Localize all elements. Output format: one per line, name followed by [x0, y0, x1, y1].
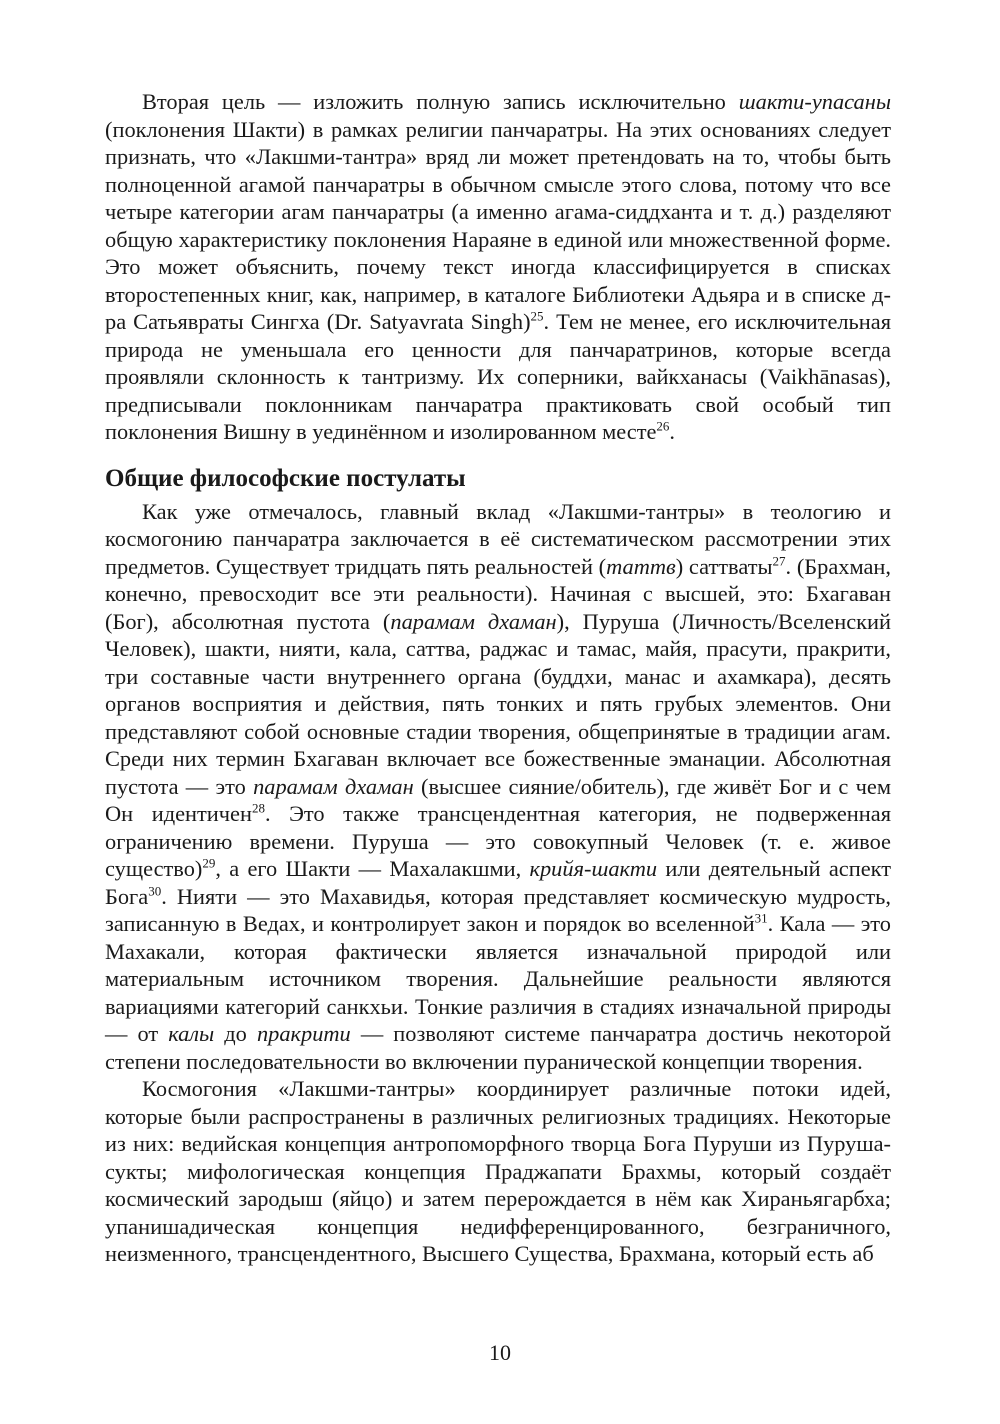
text-run: . — [669, 419, 676, 444]
text-run: — позволяют системе панчаратра достичь некоторой степени последовательности во включении пуранической концепции творения. — [105, 1021, 891, 1074]
paragraph-postulates — [105, 498, 891, 1076]
section-heading: Общие философские постулаты — [105, 464, 466, 492]
text-run: или деятельный аспект Бога — [105, 856, 891, 909]
footnote-ref[interactable]: 31 — [754, 910, 768, 926]
text-run: Вторая цель — изложить полную запись исключительно — [142, 89, 739, 114]
text-run: Как уже отмечалось, главный вклад «Лакшми-тантры» в теологию и космогонию панчаратра заключается в её систематическом рассмотрении этих предметов. Существует тридцать пять реальностей ( — [105, 498, 891, 579]
text-run: . Нияти — это Махавидья, которая представляет космическую мудрость, записанную в Ведах, и контролирует закон и порядок во вселенной — [105, 883, 891, 936]
text-run: ), Пуруша (Личность/Вселенский Человек), шакти, нияти, кала, саттва, раджас и тамас, майя, прасути, пракрити, три составные части внутреннего органа (буддхи, манас и ахамкара), десять органов восприятия и действия, пять тонких и пять грубых элементов. Они представляют собой основные стадии творения, общепринятые в традиции агам. Среди них термин Бхагаван включает все божественные эманации. Абсолютная пустота — это — [105, 608, 892, 799]
text-run: до — [214, 1021, 257, 1046]
text-run: (высшее сияние/обитель), где живёт Бог и с чем Он идентичен — [105, 773, 891, 826]
text-run: . Это также трансцендентная категория, не подверженная ограничению времени. Пуруша — это совокупный Человек (т. е. живое существо) — [105, 801, 891, 881]
footnote-ref[interactable]: 30 — [148, 883, 162, 899]
page-body — [105, 88, 891, 1268]
text-run: (поклонения Шакти) в рамках религии панчаратры. На этих основаниях следует признать, что «Лакшми-тантра» вряд ли может претендовать на то, чтобы быть полноценной агамой панчаратры в обычном смысле этого слова, потому что все четыре категории агам панчаратры (а именно агама-сиддханта и т. д.) разделяют общую характеристику поклонения Нараяне в единой или множественной форме. Это может объяснить, почему текст иногда классифицируется в списках второстепенных книг, как, например, в каталоге Библиотеки Адьяра и в списке д-ра Сатьявраты Сингха (Dr. Satyavrata Singh) — [105, 116, 891, 334]
italic-term: калы — [168, 1021, 215, 1046]
italic-term: парамам дхаман — [390, 608, 557, 634]
footnote-ref[interactable]: 26 — [656, 418, 670, 434]
italic-term: пракрити — [256, 1021, 351, 1046]
text-run: , а его Шакти — Махалакшми, — [215, 856, 530, 881]
text-run: . Тем не менее, его исключительная природа не уменьшала его ценности для панчаратринов, которые всегда проявляли склонность к тантризму. Их соперники, вайкханасы (Vaikhānasas), предписывали поклонникам панчаратра практиковать свой особый тип поклонения Вишну в уединённом и изолированном месте — [105, 309, 891, 444]
italic-term: парамам дхаман — [253, 773, 414, 799]
footnote-ref[interactable]: 27 — [772, 553, 786, 569]
text-run: . Кала — это Махакали, которая фактически является изначальной природой или материальным источником творения. Дальнейшие реальности являются вариациями категорий санкхьи. Тонкие различия в стадиях изначальной природы — от — [105, 911, 891, 1046]
text-run: ) саттваты — [675, 553, 773, 579]
text-run: Космогония «Лакшми-тантры» координирует различные потоки идей, которые были распространены в различных религиозных традициях. Некоторые из них: ведийская концепция антропоморфного творца Бога Пуруши из Пуруша-сукты; мифологическая концепция Праджапати Брахмы, который создаёт космический зародыш (яйцо) и затем перерождается в нём как Хираньягарбха; упанишадическая концепция недифференцированного, безграничного, неизменного, трансцендентного, Высшего Существа, Брахмана, который есть аб — [105, 1076, 891, 1266]
italic-term: таттв — [606, 553, 676, 579]
footnote-ref[interactable]: 25 — [530, 308, 544, 324]
footnote-ref[interactable]: 29 — [202, 855, 216, 871]
italic-term: шакти-упасаны — [738, 89, 891, 114]
paragraph-intro — [105, 88, 891, 446]
paragraph-cosmogony — [105, 1075, 891, 1268]
text-run: . (Брахман, конечно, превосходит все эти реальности). Начиная с высшей, это: Бхагаван (Бог), абсолютная пустота ( — [105, 553, 891, 634]
page-number: 10 — [489, 1340, 511, 1365]
footnote-ref[interactable]: 28 — [251, 800, 265, 816]
italic-term: крийя-шакти — [529, 856, 658, 881]
